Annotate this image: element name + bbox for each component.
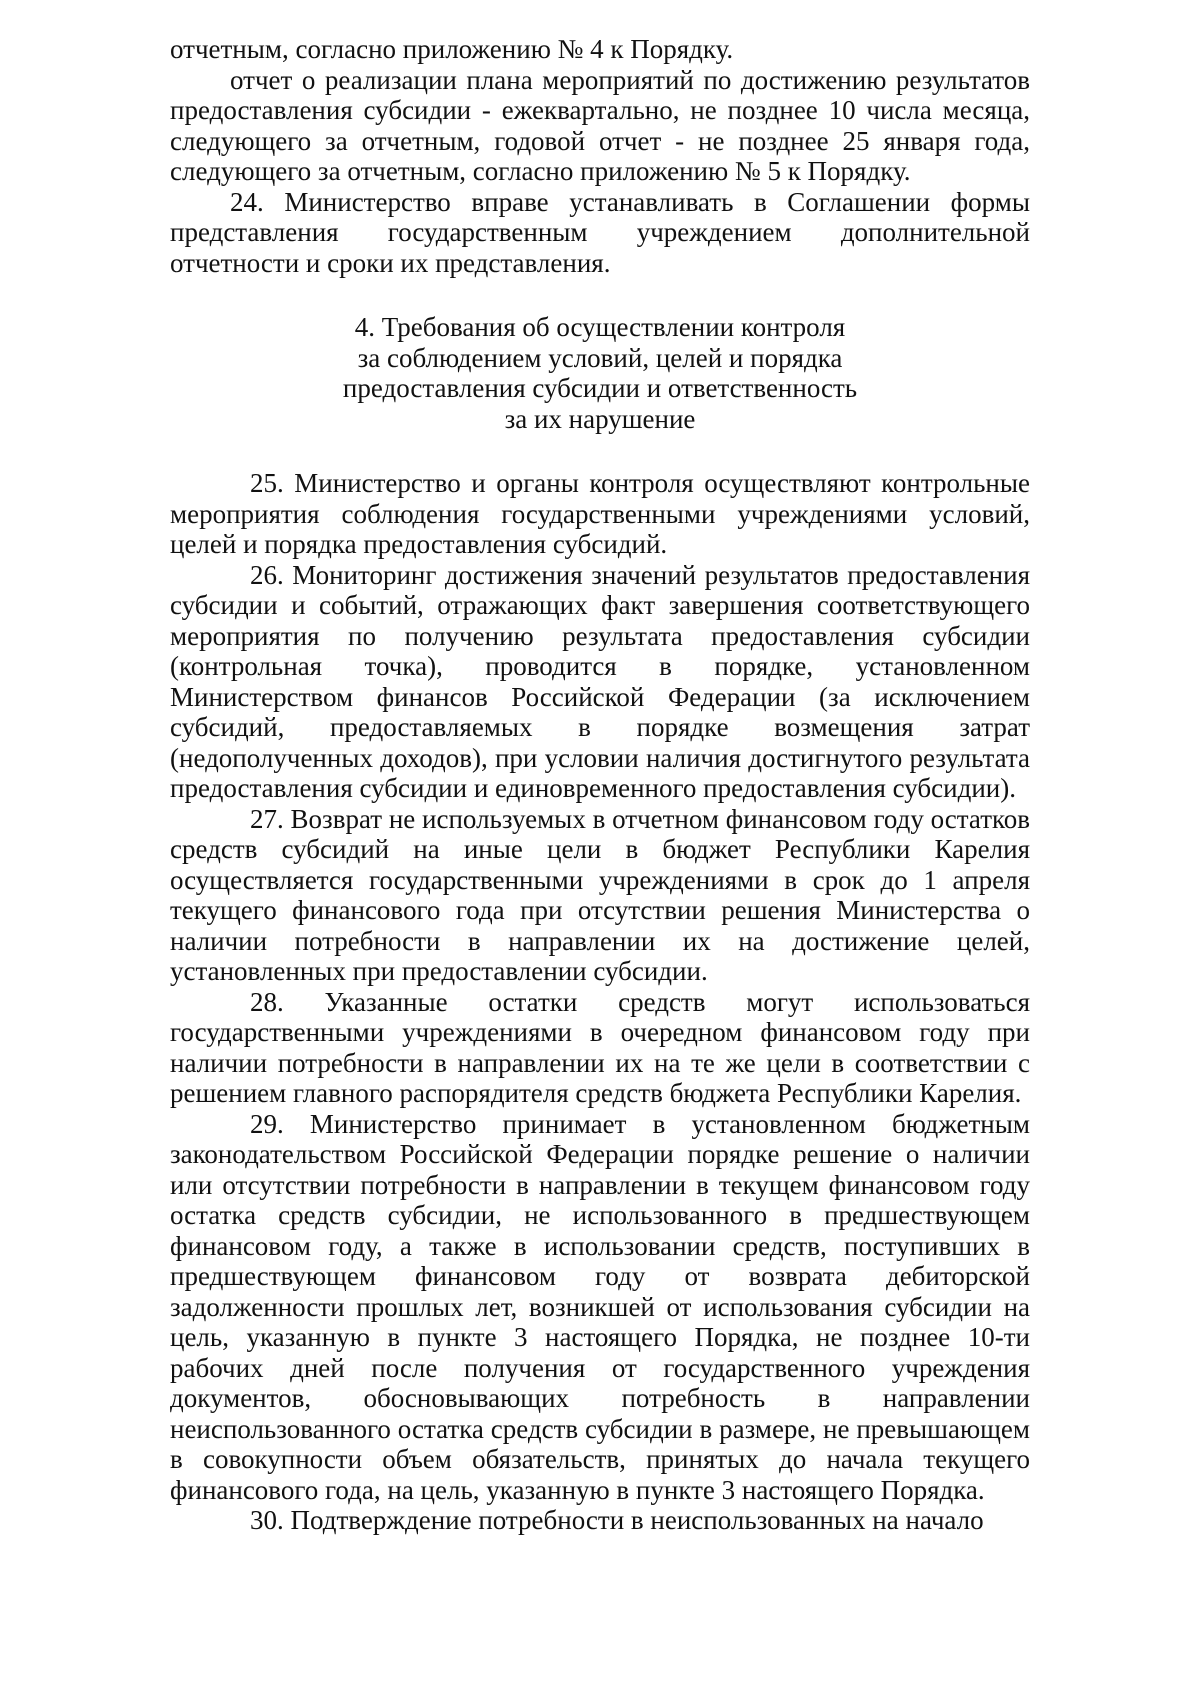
section-heading-line-1: 4. Требования об осуществлении контроля	[354, 312, 846, 342]
paragraph-24: 24. Министерство вправе устанавливать в Соглашении формы представления государственным учреждением дополнительной отчетности и сроки их представления.	[170, 186, 1030, 278]
section-heading-line-3: предоставления субсидии и ответственность	[342, 373, 858, 403]
paragraph-continuation: отчетным, согласно приложению № 4 к Порядку.	[170, 34, 734, 64]
paragraph-report-schedule: отчет о реализации плана мероприятий по достижению результатов предоставления субсидии - ежеквартально, не позднее 10 числа месяца, следующего за отчетным, годовой отчет - не позднее 25 января года, следующего за отчетным, согласно приложению № 5 к Порядку.	[170, 64, 1030, 186]
paragraph-28: 28. Указанные остатки средств могут использоваться государственными учреждениями в очередном финансовом году при наличии потребности в направлении их на те же цели в соответствии с решением главного распорядителя средств бюджета Республики Карелия.	[170, 986, 1030, 1108]
paragraph-26: 26. Мониторинг достижения значений результатов предоставления субсидии и событий, отражающих факт завершения соответствующего мероприятия по получению результата предоставления субсидии (контрольная точка), проводится в порядке, установленном Министерством финансов Российской Федерации (за исключением субсидий, предоставляемых в порядке возмещения затрат (недополученных доходов), при условии наличия достигнутого результата предоставления субсидии и единовременного предоставления субсидии).	[170, 559, 1030, 803]
paragraph-30: 30. Подтверждение потребности в неиспользованных на начало	[250, 1505, 984, 1535]
document-page	[170, 34, 1030, 1536]
section-heading-line-4: за их нарушение	[504, 403, 696, 434]
paragraph-27: 27. Возврат не используемых в отчетном финансовом году остатков средств субсидий на иные цели в бюджет Республики Карелия осуществляется государственными учреждениями в срок до 1 апреля текущего финансового года при отсутствии решения Министерства о наличии потребности в направлении их на достижение целей, установленных при предоставлении субсидии.	[170, 803, 1030, 986]
section-heading-line-2: за соблюдением условий, целей и порядка	[357, 342, 843, 373]
paragraph-29: 29. Министерство принимает в установленном бюджетным законодательством Российской Федерации порядке решение о наличии или отсутствии потребности в направлении в текущем финансовом году остатка средств субсидии, не использованного в предшествующем финансовом году, а также в использовании средств, поступивших в предшествующем финансовом году от возврата дебиторской задолженности прошлых лет, возникшей от использования субсидии на цель, указанную в пункте 3 настоящего Порядка, не позднее 10-ти рабочих дней после получения от государственного учреждения документов, обосновывающих потребность в направлении неиспользованного остатка средств субсидии в размере, не превышающем в совокупности объем обязательств, принятых до начала текущего финансового года, на цель, указанную в пункте 3 настоящего Порядка.	[170, 1108, 1030, 1505]
section-heading	[170, 312, 1030, 434]
paragraph-25: 25. Министерство и органы контроля осуществляют контрольные мероприятия соблюдения государственными учреждениями условий, целей и порядка предоставления субсидий.	[170, 468, 1030, 559]
